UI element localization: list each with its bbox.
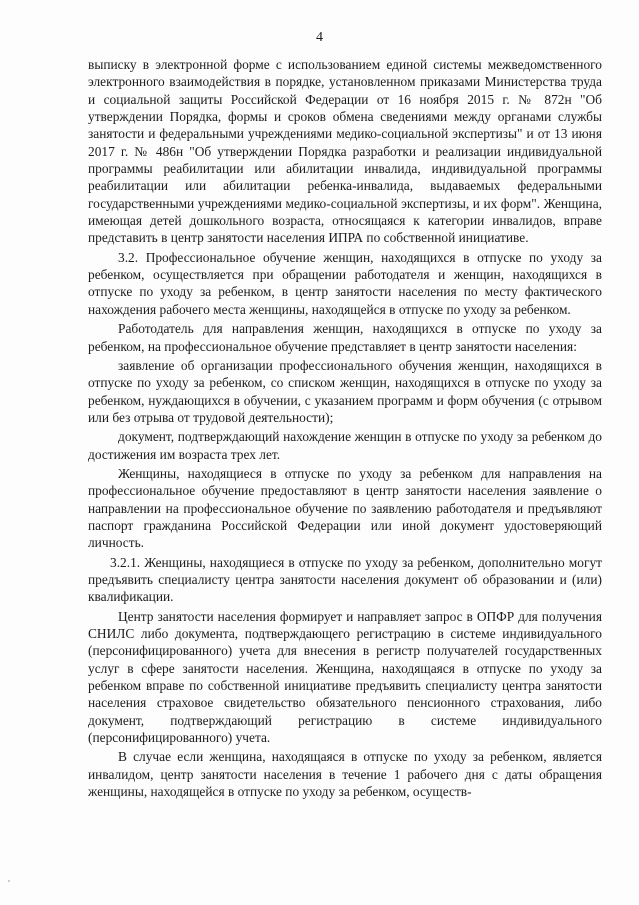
paragraph-women-application: Женщины, находящиеся в отпуске по уходу за ребенком для направления на профессиональное обучение предоставляют в центр занятости населения заявление о направлении на профессиональное обучение по заявлению работодателя и предъявляют паспорт гражданина Российской Федерации или иной документ удостоверяющий личность.	[88, 465, 602, 551]
paragraph-section-3-2-1: 3.2.1. Женщины, находящиеся в отпуске по уходу за ребенком, дополнительно могут предъявить специалисту центра занятости населения документ об образовании и (или) квалификации.	[88, 554, 602, 605]
paragraph-employer: Работодатель для направления женщин, находящихся в отпуске по уходу за ребенком, на профессиональное обучение представляет в центр занятости населения:	[88, 321, 602, 354]
paragraph-snils-request: Центр занятости населения формирует и направляет запрос в ОПФР для получения СНИЛС либо документа, подтверждающего регистрацию в системе индивидуального (персонифицированного) учета для внесения в регистр получателей государственных услуг в сфере занятости населения. Женщина, находящаяся в отпуске по уходу за ребенком вправе по собственной инициативе предъявить специалисту центра занятости населения страховое свидетельство обязательного пенсионного страхования, либо документ, подтверждающий регистрацию в системе индивидуального (персонифицированного) учета.	[88, 608, 602, 746]
paragraph-section-3-2: 3.2. Профессиональное обучение женщин, находящихся в отпуске по уходу за ребенком, осуществляется при обращении работодателя и женщин, находящихся в отпуске по уходу за ребенком, в центр занятости населения по месту фактического нахождения рабочего места женщины, находящейся в отпуске по уходу за ребенком.	[88, 249, 602, 317]
paragraph-list-document: документ, подтверждающий нахождение женщин в отпуске по уходу за ребенком до достижения им возраста трех лет.	[88, 429, 602, 462]
paragraph-list-application: заявление об организации профессионального обучения женщин, находящихся в отпуске по уходу за ребенком, со списком женщин, находящихся в отпуске по уходу за ребенком, нуждающихся в обучении, с указанием программ и форм обучения (с отрывом или без отрыва от трудовой деятельности);	[88, 357, 602, 425]
document-body	[88, 56, 602, 800]
scan-artifact	[8, 880, 10, 882]
page-number: 4	[316, 30, 323, 45]
paragraph-continuation: выписку в электронной форме с использованием единой системы межведомственного электронного взаимодействия в порядке, установленном приказами Министерства труда и социальной защиты Российской Федерации от 16 ноября 2015 г. № 872н "Об утверждении Порядка, формы и сроков обмена сведениями между органами службы занятости и федеральными учреждениями медико-социальной экспертизы" и от 13 июня 2017 г. № 486н "Об утверждении Порядка разработки и реализации индивидуальной программы реабилитации или абилитации инвалида, индивидуальной программы реабилитации или абилитации ребенка-инвалида, выдаваемых федеральными государственными учреждениями медико-социальной экспертизы, и их форм". Женщина, имеющая детей дошкольного возраста, относящаяся к категории инвалидов, вправе представить в центр занятости населения ИПРА по собственной инициативе.	[88, 57, 602, 246]
paragraph-disability-case: В случае если женщина, находящаяся в отпуске по уходу за ребенком, является инвалидом, центр занятости населения в течение 1 рабочего дня с даты обращения женщины, находящейся в отпуске по уходу за ребенком, осуществ-	[88, 749, 602, 800]
